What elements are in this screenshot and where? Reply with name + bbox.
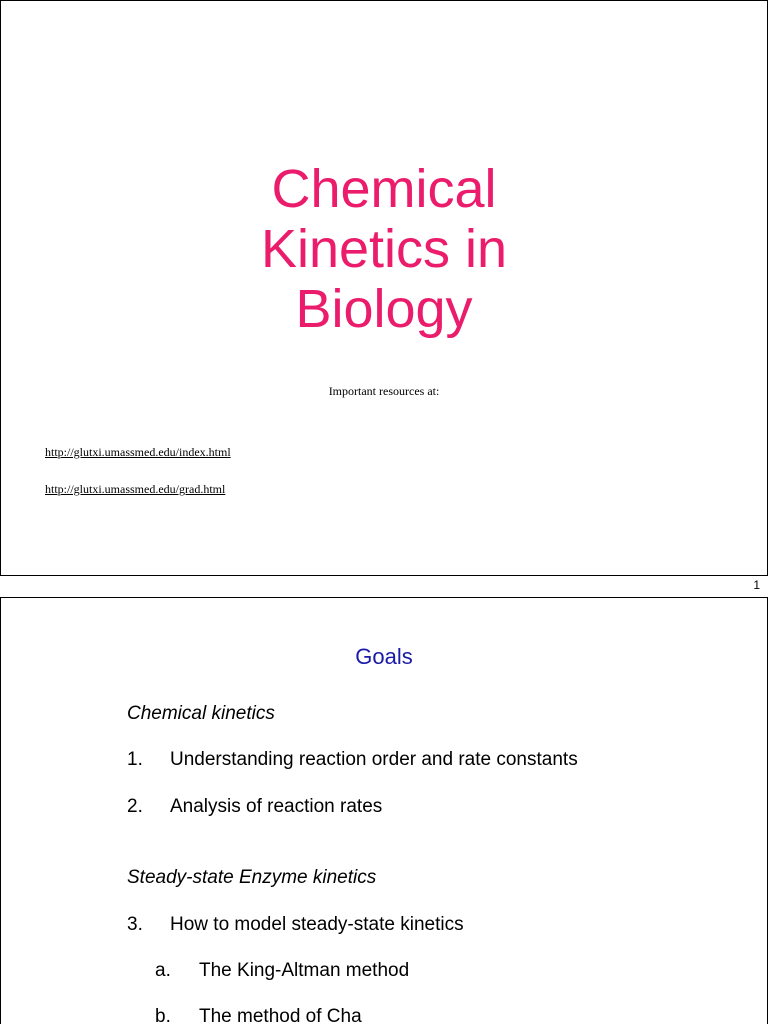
resource-link-grad[interactable]: http://glutxi.umassmed.edu/grad.html xyxy=(45,482,226,496)
list-marker: b. xyxy=(155,1006,171,1024)
title-line: Biology xyxy=(295,279,473,339)
resources-label: Important resources at: xyxy=(328,384,440,398)
section-heading: Steady-state Enzyme kinetics xyxy=(127,867,377,888)
list-item xyxy=(127,914,464,936)
list-text: The method of Cha xyxy=(199,1006,362,1024)
resource-link-index[interactable]: http://glutxi.umassmed.edu/index.html xyxy=(45,445,231,459)
slide-title: Goals xyxy=(355,644,413,669)
title-line: Chemical xyxy=(271,159,497,219)
list-item xyxy=(127,796,383,818)
list-item xyxy=(155,1006,362,1024)
list-text: Understanding reaction order and rate constants xyxy=(170,749,578,770)
slide-2 xyxy=(0,597,768,1024)
list-marker: 2. xyxy=(127,796,143,817)
list-text: The King-Altman method xyxy=(199,960,410,981)
list-marker: 3. xyxy=(127,914,143,935)
title-line: Kinetics in xyxy=(260,219,508,279)
list-text: Analysis of reaction rates xyxy=(170,796,383,817)
page-number: 1 xyxy=(753,578,760,592)
list-marker: a. xyxy=(155,960,171,981)
list-text: How to model steady-state kinetics xyxy=(170,914,464,935)
list-item xyxy=(155,960,410,982)
slide-title xyxy=(1,159,767,339)
section-heading: Chemical kinetics xyxy=(127,703,275,724)
list-marker: 1. xyxy=(127,749,143,770)
list-item xyxy=(127,749,578,771)
